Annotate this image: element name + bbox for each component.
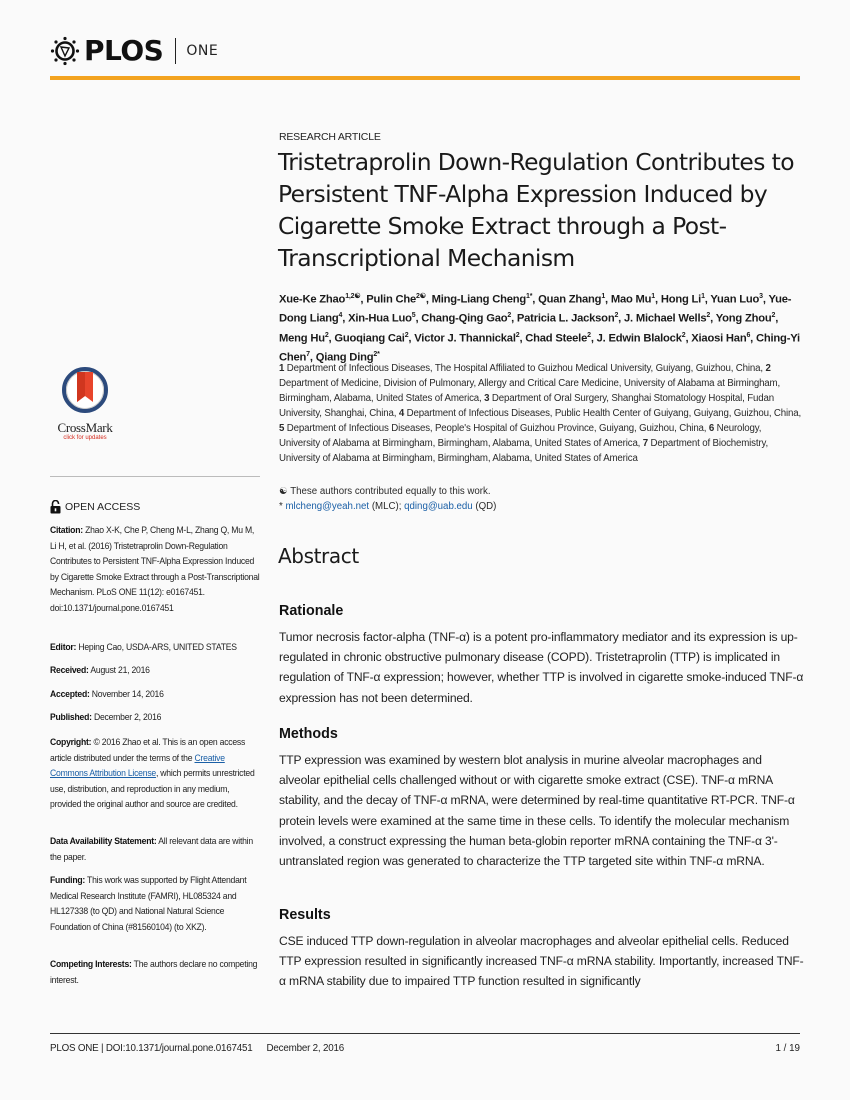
funding-label: Funding: (50, 874, 86, 885)
affiliations (279, 361, 804, 466)
affiliation-number: 3 (484, 393, 492, 404)
author-name: Hong Li (660, 293, 702, 306)
author-affiliation-marker: 2 (515, 331, 520, 339)
logo-divider (175, 38, 176, 64)
author-name: Ching-Yi Chen (279, 332, 800, 364)
accepted-label: Accepted: (50, 688, 90, 699)
author-affiliation-marker: 5 (411, 312, 416, 320)
rationale-text: Tumor necrosis factor-alpha (TNF-α) is a potent pro-inflammatory mediator and its expression is up-regulated in chronic obstructive pulmonary disease (COPD). Tristetraprolin (TTP) is implicated in regulation of TNF-α expression; however, whether TTP is involved in cigarette smoke-induced TNF-α expression has not been determined. (279, 630, 804, 705)
author-name: Qiang Ding (315, 351, 374, 364)
author-affiliation-marker: 2 (771, 312, 776, 320)
author-affiliation-marker: 2 (324, 331, 329, 339)
rationale-heading: Rationale (279, 603, 344, 619)
author-name: Xiaosi Han (691, 332, 747, 345)
author-name: Chang-Qing Gao (421, 313, 508, 326)
author-name: Guoqiang Cai (334, 332, 405, 345)
open-lock-icon (50, 500, 61, 514)
author-affiliation-marker: 1 (701, 293, 705, 300)
methods-text: TTP expression was examined by western blot analysis in murine alveolar macrophages and alveolar epithelial cells challenged without or with cigarette smoke extract (CSE). TNF-α mRNA stability, and the decay of TNF-α mRNA, were determined by real-time quantitative RT-PCR. TNF-α protein levels were examined at the same time in these cells. To identify the molecular mechanism involved, a construct expressing the human beta-globin reporter mRNA containing the TNF-α 3'-untranslated region was generated to characterize the TTP targeted site within TNF-α mRNA. (279, 753, 795, 869)
author-name: Yong Zhou (715, 313, 772, 326)
data-availability-label: Data Availability Statement: (50, 835, 157, 846)
affiliation-number: 6 (708, 423, 717, 434)
crossmark-sublabel: click for updates (63, 435, 107, 441)
author-affiliation-marker: 2 (507, 312, 512, 320)
sidebar-divider (50, 476, 260, 477)
corresponding-authors: * mlcheng@yeah.net (MLC); qding@uab.edu (QD) (279, 501, 497, 512)
abstract-heading: Abstract (278, 544, 359, 568)
copyright-block (50, 734, 260, 812)
affiliation-number: 2 (765, 363, 771, 374)
crossmark-badge[interactable] (50, 366, 120, 441)
brand-name: PLOS (84, 34, 164, 67)
accepted-block (50, 686, 260, 702)
author-affiliation-marker: 1,2☯ (345, 293, 361, 300)
affiliation-text: Department of Infectious Diseases, The Hospital Affiliated to Guizhou Medical University, Guiyang, Guizhou, China, (286, 363, 766, 374)
affiliation-number: 4 (398, 408, 407, 419)
data-availability-block (50, 833, 260, 864)
results-text: CSE induced TTP down-regulation in alveolar macrophages and alveolar epithelial cells. Reduced TTP expression resulted in significantly increased TNF-α mRNA stability. Importantly, increased TNF-α mRNA stability due to impaired TTP function resulted in significantly (279, 934, 804, 989)
author-affiliation-marker: 6 (746, 331, 751, 339)
author-name: Yuan Luo (710, 293, 760, 306)
page-number: 1 / 19 (775, 1043, 800, 1054)
author-affiliation-marker: 1 (651, 293, 655, 300)
header-accent-rule (50, 76, 800, 80)
affiliation-number: 1 (279, 363, 287, 374)
author-name: Mao Mu (610, 293, 652, 306)
affiliation-text: Department of Biochemistry, University of Alabama at Birmingham, Birmingham, Alabama, United States of America (279, 438, 768, 464)
author-affiliation-marker: 1 (601, 293, 606, 300)
affiliation-number: 7 (642, 438, 651, 449)
email-link-qd[interactable]: qding@uab.edu (404, 501, 473, 512)
author-name: Victor J. Thannickal (414, 332, 516, 345)
equal-contribution-note: ☯ These authors contributed equally to this work. (279, 486, 491, 497)
author-name: Pulin Che (366, 293, 417, 306)
author-affiliation-marker: 2 (706, 312, 711, 320)
editor-label: Editor: (50, 641, 77, 652)
journal-logo[interactable] (50, 36, 218, 66)
crossmark-label: CrossMark (57, 420, 113, 435)
competing-interests-block (50, 956, 260, 987)
affiliation-text: Neurology, University of Alabama at Birmingham, Birmingham, Alabama, United States of America, (279, 423, 762, 449)
author-affiliation-marker: 4 (338, 312, 343, 320)
author-affiliation-marker: 7 (306, 350, 310, 358)
published-block (50, 709, 260, 725)
editor-text: Heping Cao, USDA-ARS, UNITED STATES (78, 641, 237, 652)
affiliation-text: Department of Infectious Diseases, Public Health Center of Guiyang, Guiyang, Guizhou, China, (406, 408, 802, 419)
author-name: J. Michael Wells (623, 313, 707, 326)
asterisk-marker: * (279, 501, 283, 512)
affiliation-text: Department of Oral Surgery, Shanghai Stomatology Hospital, Fudan University, Shanghai, China, (279, 393, 774, 419)
competing-interests-label: Competing Interests: (50, 958, 132, 969)
affiliation-number: 5 (279, 423, 287, 434)
author-affiliation-marker: 2☯ (416, 293, 426, 300)
equal-contribution-icon: ☯ (279, 486, 288, 497)
author-affiliation-marker: 3 (759, 293, 763, 300)
editor-block (50, 639, 260, 655)
author-affiliation-marker: 2* (373, 350, 380, 358)
copyright-text: © 2016 Zhao et al. This is an open access article distributed under the terms of the (50, 736, 246, 763)
affiliation-text: Department of Infectious Diseases, People's Hospital of Guizhou Province, Guiyang, Guizhou, China, (286, 423, 709, 434)
copyright-text-after: , which permits unrestricted use, distribution, and reproduction in any medium, provided the original author and source are credited. (50, 767, 255, 809)
author-list: Xue-Ke Zhao$^{1,2☯}$, Pulin Che$^{2☯}$, Ming-Liang Cheng$^{1*}$, Quan Zhang$^1$, Mao Mu$^1$, Hong Li$^1$, Yuan Luo$^3$, Yue-Dong Liang$^4$, Xin-Hua Luo$^5$, Chang-Qing Gao$^2$, Patricia L. Jackson$^2$, J. Michael Wells$^2$, Yong Zhou$^2$, Meng Hu$^2$, Guoqiang Cai$^2$, Victor J. Thannickal$^2$, Chad Steele$^2$, J. Edwin Blalock$^2$, Xiaosi Han$^6$, Ching-Yi Chen$^7$, Qiang Ding$^{2*}$ (279, 293, 800, 364)
author-affiliation-marker: 2 (404, 331, 409, 339)
author-name: Xue-Ke Zhao (279, 293, 346, 306)
author-name: Meng Hu (279, 332, 325, 345)
affiliation-text: Department of Medicine, Division of Pulmonary, Allergy and Critical Care Medicine, University of Alabama at Birmingham, Birmingham, Alabama, United States of America, (279, 378, 781, 404)
results-heading: Results (279, 907, 331, 923)
author-name: Quan Zhang (538, 293, 602, 306)
funding-block (50, 872, 260, 934)
crossmark-icon (61, 366, 109, 414)
journal-name: ONE (186, 43, 219, 59)
footer-date: December 2, 2016 (266, 1043, 344, 1054)
citation-block (50, 522, 260, 615)
author-affiliation-marker: 1* (526, 293, 533, 300)
open-access-badge (50, 500, 140, 514)
data-availability-text: All relevant data are within the paper. (50, 835, 253, 862)
published-date: December 2, 2016 (93, 711, 162, 722)
author-name: Yue-Dong Liang (279, 293, 792, 326)
plos-logo-icon (50, 36, 80, 66)
author-notes (279, 484, 804, 514)
received-label: Received: (50, 664, 89, 675)
article-title: Tristetraprolin Down-Regulation Contributes to Persistent TNF-Alpha Expression Induced by Cigarette Smoke Extract through a Post-Transcriptional Mechanism (278, 148, 794, 272)
published-label: Published: (50, 711, 92, 722)
accepted-date: November 14, 2016 (91, 688, 164, 699)
citation-label: Citation: (50, 524, 83, 535)
citation-text: Zhao X-K, Che P, Cheng M-L, Zhang Q, Mu M, Li H, et al. (2016) Tristetraprolin Down-Regulation Contributes to Persistent TNF-Alpha Expression Induced by Cigarette Smoke Extract through a Post-Transcriptional Mechanism. PLoS ONE 11(12): e0167451. doi:10.1371/journal.pone.0167451 (50, 524, 260, 613)
competing-interests-text: The authors declare no competing interest. (50, 958, 258, 985)
funding-text: This work was supported by Flight Attendant Medical Research Institute (FAMRI), HL085324 and HL127338 (to QD) and National Natural Science Foundation of China (#81560104) (to XKZ). (50, 874, 247, 932)
article-type: RESEARCH ARTICLE (279, 131, 381, 143)
received-block (50, 662, 260, 678)
methods-heading: Methods (279, 726, 338, 742)
author-name: Patricia L. Jackson (516, 313, 615, 326)
email-link-mlc[interactable]: mlcheng@yeah.net (285, 501, 370, 512)
footer-doi: PLOS ONE | DOI:10.1371/journal.pone.0167451 (50, 1043, 253, 1054)
author-affiliation-marker: 2 (681, 331, 686, 339)
author-name: Xin-Hua Luo (348, 313, 412, 326)
open-access-label: OPEN ACCESS (65, 501, 141, 513)
footer-citation (50, 1043, 344, 1054)
author-name: Chad Steele (525, 332, 588, 345)
author-name: Ming-Liang Cheng (431, 293, 527, 306)
received-date: August 21, 2016 (90, 664, 150, 675)
author-affiliation-marker: 2 (587, 331, 591, 339)
author-affiliation-marker: 2 (614, 312, 619, 320)
author-name: J. Edwin Blalock (596, 332, 682, 345)
license-link[interactable]: Creative Commons Attribution License (50, 751, 225, 778)
footer-rule (50, 1033, 800, 1034)
copyright-label: Copyright: (50, 736, 92, 747)
